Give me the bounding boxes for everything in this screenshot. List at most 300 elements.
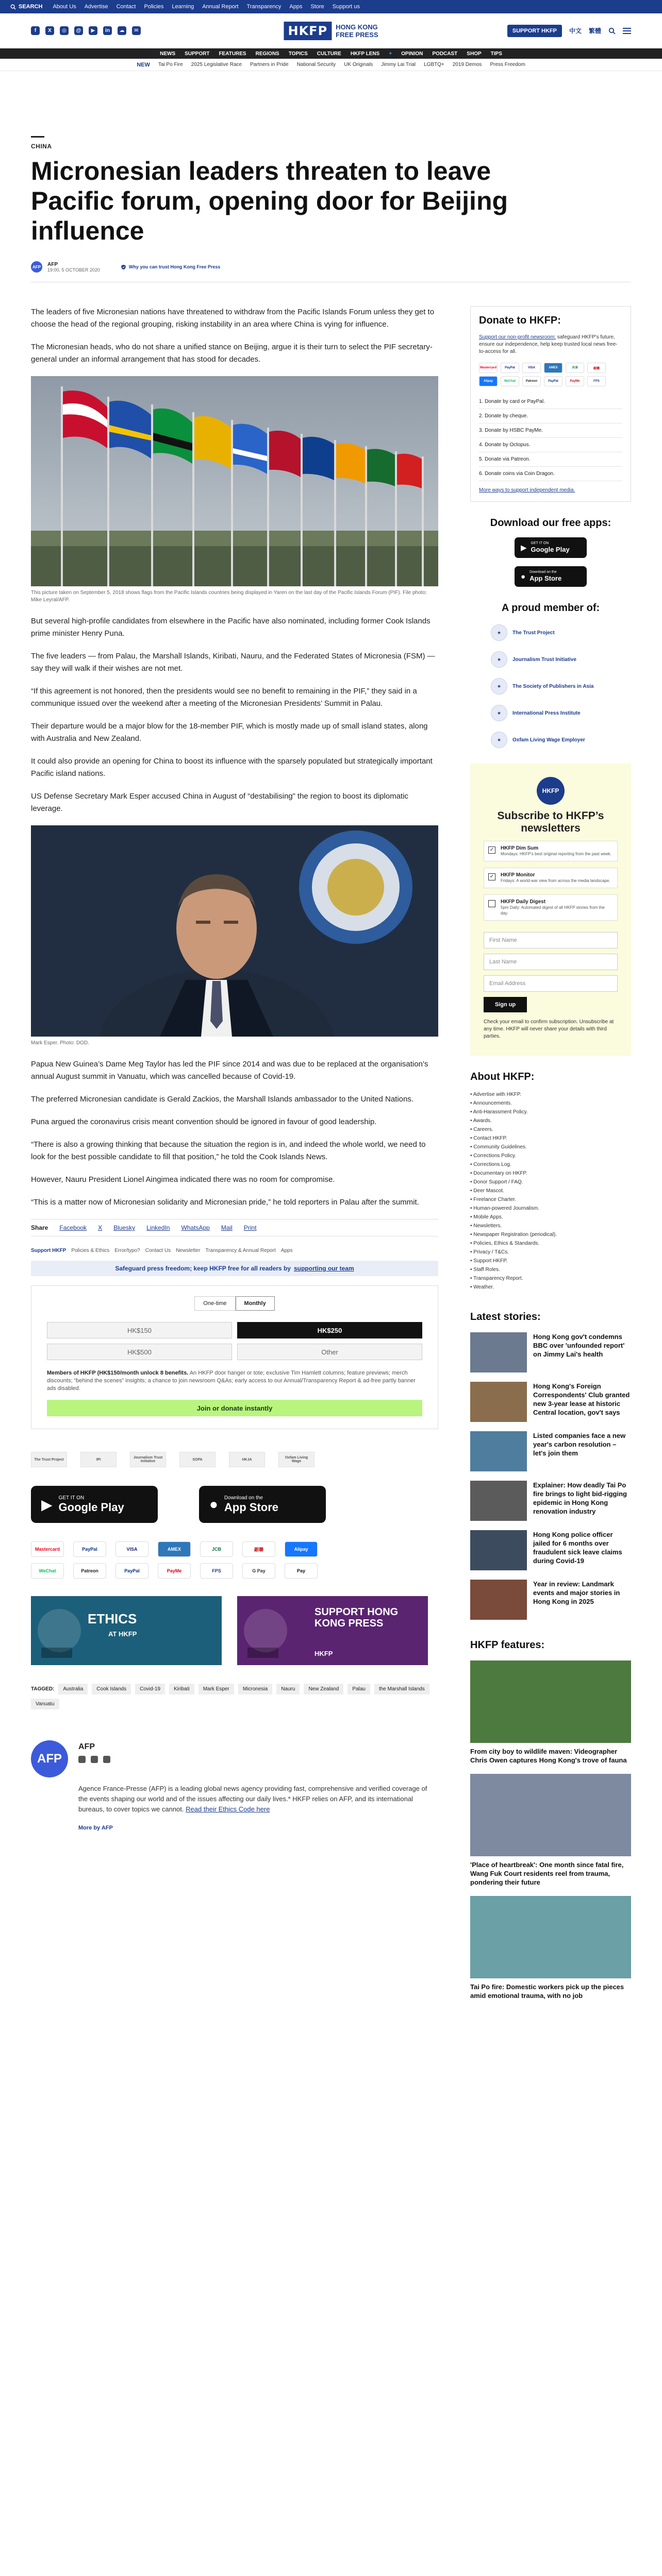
about-link[interactable]: • Anti-Harassment Policy. [470, 1109, 528, 1115]
tag-chip[interactable]: Nauru [276, 1684, 300, 1694]
newsletter-logo: HKFP [537, 777, 565, 805]
trust-link-label: Why you can trust Hong Kong Free Press [128, 264, 221, 269]
payment-logo-small: VISA [522, 363, 541, 373]
payment-icons [479, 363, 622, 386]
x-icon[interactable] [78, 1756, 86, 1763]
footer-link[interactable]: Error/typo? [114, 1248, 140, 1253]
trending-navigation [0, 59, 662, 71]
newsletter-desc: Mondays: HKFP's best original reporting from the past week. [501, 852, 611, 856]
partner-logo[interactable]: The Trust Project [31, 1452, 67, 1467]
feature-headline[interactable]: From city boy to wildlife maven: Videographer Chris Owen captures Hong Kong's trove of fauna [470, 1748, 627, 1764]
email-field[interactable]: Email Address [484, 975, 618, 992]
tag-chip[interactable]: Micronesia [238, 1684, 272, 1694]
payment-logo-small: PayPal [544, 376, 562, 386]
app-store-badges [31, 1486, 438, 1523]
feature-headline[interactable]: 'Place of heartbreak': One month since fatal fire, Wang Fuk Court residents reel from trauma, pondering their future [470, 1861, 624, 1886]
utility-link[interactable]: Store [310, 4, 324, 10]
feature-story[interactable] [470, 1660, 631, 1765]
member-org-logo[interactable] [491, 678, 631, 694]
payment-logo-small: Alipay [479, 376, 498, 386]
author-box [31, 1740, 438, 1831]
nav-item[interactable]: REGIONS [255, 50, 279, 57]
trending-link[interactable]: Tai Po Fire [158, 62, 183, 67]
about-link[interactable]: • Careers. [470, 1127, 493, 1132]
app-store-badge[interactable] [199, 1486, 326, 1523]
utility-link[interactable]: Contact [116, 4, 136, 10]
about-link[interactable]: • Privacy / T&Cs. [470, 1249, 509, 1255]
footer-link[interactable]: Apps [280, 1248, 293, 1253]
logo-line-2: FREE PRESS [336, 30, 378, 39]
site-logo[interactable] [284, 22, 378, 40]
latest-heading: Latest stories: [470, 1311, 541, 1323]
article-paragraph: “If this agreement is not honored, then the presidents would see no benefit to remaining in the PIF,” they said in a communique issued over the weekend after a meeting of the Micronesian Presidents’ Summit in Palau. [31, 687, 417, 708]
share-link[interactable]: Print [243, 1224, 257, 1231]
byline [31, 261, 631, 273]
linkedin-icon[interactable]: in [103, 26, 112, 35]
title-divider [31, 136, 44, 138]
about-link[interactable]: • Contact HKFP. [470, 1136, 507, 1141]
latest-story[interactable] [470, 1382, 631, 1422]
newsletter-name: HKFP Monitor [501, 872, 535, 878]
play-icon: ▶ [521, 544, 527, 552]
newsletter-desc: Fridays: A world-war view from across the media landscape. [501, 878, 610, 883]
promo-title: SUPPORT HONG KONG PRESS [315, 1606, 399, 1629]
author-social-icons [78, 1756, 438, 1763]
search-button[interactable] [10, 4, 42, 10]
newsletter-option[interactable] [484, 841, 618, 861]
payment-logo: Patreon [73, 1563, 106, 1579]
utility-link[interactable]: Policies [144, 4, 164, 10]
feature-story[interactable] [470, 1774, 631, 1887]
tags-label: TAGGED: [31, 1686, 55, 1692]
article-category[interactable]: CHINA [31, 143, 52, 150]
nav-item[interactable]: SUPPORT [185, 50, 210, 57]
threads-icon[interactable]: @ [74, 26, 83, 35]
footer-link[interactable]: Contact Us [145, 1248, 171, 1253]
donate-method-link[interactable]: 1. Donate by card or PayPal. [479, 395, 622, 409]
payment-logo-small: Mastercard [479, 363, 498, 373]
tag-chip[interactable]: Palau [347, 1684, 370, 1694]
shield-check-icon [121, 264, 126, 270]
apple-icon: ● [521, 572, 526, 581]
amount-option[interactable]: HK$150 [47, 1322, 232, 1338]
nav-item[interactable]: FEATURES [219, 50, 246, 57]
article-body [31, 306, 438, 2000]
about-link[interactable]: • Newspaper Registration (periodical). [470, 1232, 557, 1238]
support-hkfp-button[interactable]: SUPPORT HKFP [507, 25, 562, 37]
story-headline[interactable]: Listed companies face a new year's carbon resolution – let's join them [533, 1432, 626, 1457]
tag-chip[interactable]: Australia [58, 1684, 88, 1694]
payment-logo: VISA [115, 1541, 148, 1557]
signup-button[interactable]: Sign up [484, 997, 527, 1012]
payment-logo: Mastercard [31, 1541, 64, 1557]
trending-link[interactable]: Press Freedom [490, 62, 525, 67]
org-name: The Society of Publishers in Asia [512, 683, 594, 689]
story-headline[interactable]: Hong Kong gov't condemns BBC over 'unfounded report' on Jimmy Lai's health [533, 1333, 625, 1358]
press-freedom-banner [31, 1261, 438, 1276]
trending-link[interactable]: National Security [296, 62, 336, 67]
org-mark-icon: ★ [491, 624, 507, 641]
photo-caption: This picture taken on September 5, 2018 shows flags from the Pacific Islands countries being displayed in Yaren on the last day of the Pacific Islands Forum (PIF). File photo: Mike Leyral/AFP. [31, 590, 427, 603]
newsletter-option[interactable] [484, 894, 618, 921]
payment-logo: Pay [285, 1563, 318, 1579]
story-headline[interactable]: Hong Kong police officer jailed for 6 months over fraudulent sick leave claims during Covid-19 [533, 1531, 622, 1565]
latest-story[interactable] [470, 1580, 631, 1620]
payment-logo: PayPal [115, 1563, 148, 1579]
promo-banner[interactable] [31, 1596, 222, 1665]
payment-logo-small: Patreon [522, 376, 541, 386]
nav-item[interactable]: TOPICS [288, 50, 308, 57]
sidebar-donate [470, 306, 631, 502]
bluesky-icon[interactable]: ☁ [118, 26, 126, 35]
donate-method-link[interactable]: 4. Donate by Octopus. [479, 438, 622, 452]
payment-logo: AMEX [158, 1541, 191, 1557]
payment-logo: Alipay [285, 1541, 318, 1557]
about-link[interactable]: • Weather. [470, 1284, 494, 1290]
promo-banner[interactable] [237, 1596, 428, 1665]
support-team-link[interactable]: supporting our team [293, 1265, 354, 1272]
feature-story[interactable] [470, 1896, 631, 2000]
tag-chip[interactable]: Kiribati [169, 1684, 194, 1694]
member-heading: A proud member of: [501, 602, 600, 614]
about-link[interactable]: • Policies, Ethics & Standards. [470, 1241, 540, 1246]
trending-link[interactable]: 2019 Demos [452, 62, 482, 67]
feature-headline[interactable]: Tai Po fire: Domestic workers pick up the pieces amid emotional trauma, with no job [470, 1983, 624, 1999]
nav-item[interactable]: SHOP [467, 50, 482, 57]
amount-option[interactable]: HK$500 [47, 1344, 232, 1360]
payment-methods [31, 1541, 438, 1579]
more-ways-link[interactable]: More ways to support independent media. [479, 487, 575, 493]
member-org-logo[interactable] [491, 705, 631, 721]
utility-link[interactable]: Learning [172, 4, 194, 10]
article-paragraph: The leaders of five Micronesian nations have threatened to withdraw from the Pacific Islands Forum unless they get to choose the head of the regional grouping, risking instability in an area where China is vying for influence. [31, 308, 435, 329]
store-small-text: Download on the [224, 1495, 263, 1501]
about-link[interactable]: • Community Guidelines. [470, 1144, 527, 1150]
trending-link[interactable]: UK Originals [344, 62, 373, 67]
features-block [470, 1639, 631, 2000]
payment-logo: JCB [200, 1541, 233, 1557]
newsletter-desc: 5pm Daily: Automated digest of all HKFP stories from the day. [501, 905, 605, 916]
site-header [0, 13, 662, 48]
article-tags [31, 1684, 438, 1709]
article-paragraph: Puna argued the coronavirus crisis meant convention should be ignored in favour of good leadership. [31, 1117, 377, 1126]
utility-link[interactable]: About Us [53, 4, 76, 10]
newsletter-signup [470, 764, 631, 1056]
about-link[interactable]: • Advertise with HKFP. [470, 1092, 521, 1097]
checkbox[interactable] [488, 900, 495, 907]
amount-option[interactable]: Other [237, 1344, 422, 1360]
youtube-icon[interactable]: ▶ [89, 26, 97, 35]
org-name: Oxfam Living Wage Employer [512, 737, 585, 743]
article-photo-flags[interactable] [31, 376, 438, 586]
partner-logo[interactable]: Oxfam Living Wage [278, 1452, 315, 1467]
newsletter-name: HKFP Daily Digest [501, 899, 546, 905]
newsletter-heading: Subscribe to HKFP’s newsletters [497, 810, 604, 834]
sidebar [470, 306, 631, 2000]
language-switch-traditional[interactable]: 繁體 [588, 27, 601, 35]
newsletter-name: HKFP Dim Sum [501, 845, 539, 851]
share-link[interactable]: Mail [221, 1224, 233, 1231]
nav-item[interactable]: PODCAST [432, 50, 458, 57]
donate-method-link[interactable]: 2. Donate by cheque. [479, 409, 622, 423]
nav-item[interactable]: OPINION [401, 50, 423, 57]
org-name: International Press Institute [512, 710, 581, 716]
store-name: App Store [529, 574, 562, 582]
share-link[interactable]: X [98, 1224, 103, 1231]
newsletter-note: Check your email to confirm subscription. Unsubscribe at any time. HKFP will never share your details with third parties. [484, 1019, 614, 1039]
play-icon: ▶ [41, 1496, 53, 1513]
facebook-icon[interactable]: f [31, 26, 40, 35]
utility-link[interactable]: Apps [289, 4, 303, 10]
newsletter-option[interactable] [484, 868, 618, 888]
share-link[interactable]: Bluesky [113, 1224, 136, 1231]
nav-item[interactable]: NEWS [160, 50, 176, 57]
trending-label: NEW [137, 61, 150, 68]
article-paragraph: But several high-profile candidates from elsewhere in the Pacific have also nominated, including former Cook Islands prime minister Henry Puna. [31, 617, 431, 638]
press-freedom-text: Safeguard press freedom; keep HKFP free for all readers by [115, 1265, 291, 1272]
apple-icon: ● [209, 1496, 218, 1512]
about-link[interactable]: • Freelance Charter. [470, 1197, 517, 1202]
donate-method-link[interactable]: 3. Donate by HSBC PayMe. [479, 423, 622, 438]
article-paragraph: US Defense Secretary Mark Esper accused China in August of “destabilising” the region to boost its diplomatic leverage. [31, 792, 409, 813]
social-links [31, 26, 141, 35]
partner-logo[interactable]: Journalism Trust Initiative [130, 1452, 166, 1467]
nav-item[interactable]: CULTURE [317, 50, 341, 57]
member-org-logo[interactable] [491, 732, 631, 748]
payment-logo-small: FPS [587, 376, 606, 386]
tag-chip[interactable]: New Zealand [304, 1684, 343, 1694]
share-link[interactable]: Facebook [59, 1224, 87, 1231]
about-link[interactable]: • Deer Mascot. [470, 1188, 504, 1194]
member-org-logo[interactable] [491, 651, 631, 668]
about-block [470, 1071, 631, 1292]
payment-logo: G Pay [242, 1563, 275, 1579]
about-link[interactable]: • Documentary on HKFP. [470, 1171, 527, 1176]
article-paragraph: However, Nauru President Lionel Aingimea indicated there was no room for compromise. [31, 1175, 335, 1184]
footer-link[interactable]: Support HKFP [31, 1248, 67, 1253]
first-name-field[interactable]: First Name [484, 932, 618, 948]
article-paragraph: “This is a matter now of Micronesian solidarity and Micronesian pride,” he told reporters in Palau after the summit. [31, 1198, 419, 1207]
search-label: SEARCH [19, 4, 43, 10]
donation-widget [31, 1285, 438, 1429]
article-paragraph: The preferred Micronesian candidate is Gerald Zackios, the Marshall Islands ambassador to the United Nations. [31, 1095, 414, 1104]
apps-heading: Download our free apps: [490, 517, 611, 529]
promo-banners [31, 1596, 438, 1665]
partner-logos [31, 1452, 438, 1467]
ethics-code-link[interactable]: Read their Ethics Code here [186, 1805, 270, 1813]
footer-links [31, 1248, 438, 1253]
trust-link[interactable] [121, 264, 221, 270]
promo-subtitle: AT HKFP [108, 1630, 137, 1638]
about-link[interactable]: • Announcements. [470, 1100, 512, 1106]
payment-logo-small: 銀聯 [587, 363, 606, 373]
frequency-option[interactable]: One-time [194, 1296, 235, 1311]
nav-item[interactable]: TIPS [490, 50, 502, 57]
tag-chip[interactable]: Covid-19 [135, 1684, 165, 1694]
google-play-badge[interactable] [31, 1486, 158, 1523]
app-store-badge[interactable] [515, 566, 587, 587]
top-utility-bar [0, 0, 662, 13]
story-headline[interactable]: Year in review: Landmark events and major stories in Hong Kong in 2025 [533, 1580, 620, 1605]
nonprofit-link[interactable]: Support our non-profit newsroom: [479, 334, 556, 340]
tag-chip[interactable]: Cook Islands [92, 1684, 131, 1694]
about-link[interactable]: • Support HKFP. [470, 1258, 508, 1264]
footer-link[interactable]: Transparency & Annual Report [205, 1248, 276, 1253]
latest-story[interactable] [470, 1332, 631, 1372]
org-mark-icon: ★ [491, 732, 507, 748]
flags-illustration [31, 376, 438, 586]
feature-image[interactable] [470, 1774, 631, 1856]
search-icon[interactable] [608, 27, 616, 35]
author-box-name[interactable]: AFP [78, 1742, 95, 1751]
amount-option[interactable]: HK$250 [237, 1322, 422, 1338]
utility-link[interactable]: Transparency [246, 4, 282, 10]
join-donate-button[interactable]: Join or donate instantly [47, 1400, 422, 1416]
article-paragraph: The Micronesian heads, who do not share a unified stance on Beijing, argue it is their turn to select the PIF secretary-general under an informal arrangement that has stood for decades. [31, 343, 433, 364]
article-paragraph: The five leaders — from Palau, the Marshall Islands, Kiribati, Nauru, and the Federated States of Micronesia (FSM) — say they will walk if their wishes are not met. [31, 652, 435, 673]
trending-link[interactable]: LGBTQ+ [423, 62, 444, 67]
about-link[interactable]: • Donor Support / FAQ. [470, 1179, 523, 1185]
frequency-option[interactable]: Monthly [236, 1296, 275, 1311]
trending-link[interactable]: Jimmy Lai Trial [381, 62, 416, 67]
feature-image[interactable] [470, 1660, 631, 1743]
membership-block [470, 602, 631, 748]
latest-story[interactable] [470, 1481, 631, 1521]
story-thumbnail[interactable] [470, 1580, 527, 1620]
share-link[interactable]: LinkedIn [146, 1224, 170, 1231]
share-link[interactable]: WhatsApp [181, 1224, 210, 1231]
payment-logo-small: JCB [566, 363, 584, 373]
website-icon[interactable] [103, 1756, 110, 1763]
promo-title: ETHICS [88, 1611, 137, 1626]
utility-link[interactable]: Support us [332, 4, 360, 10]
publish-date: 19:00, 5 OCTOBER 2020 [47, 267, 100, 273]
donate-method-list [479, 395, 622, 481]
tag-chip[interactable]: Vanuatu [31, 1699, 59, 1709]
nav-item[interactable]: + [389, 50, 392, 57]
payment-logo-small: PayMe [566, 376, 584, 386]
feature-image[interactable] [470, 1896, 631, 1978]
story-headline[interactable]: Explainer: How deadly Tai Po fire brings to light bid-rigging epidemic in Hong Kong renovation industry [533, 1481, 627, 1515]
tag-chip[interactable]: Mark Esper [198, 1684, 234, 1694]
utility-links [53, 4, 360, 10]
x-icon[interactable]: X [45, 26, 54, 35]
partner-logo[interactable]: SOPA [179, 1452, 216, 1467]
membership-info [47, 1369, 422, 1393]
story-thumbnail[interactable] [470, 1382, 527, 1422]
latest-story[interactable] [470, 1530, 631, 1570]
story-thumbnail[interactable] [470, 1431, 527, 1471]
latest-story[interactable] [470, 1431, 631, 1471]
store-small-text: Download on the [529, 570, 557, 574]
author-name[interactable]: AFP [47, 261, 58, 267]
org-name: Journalism Trust Initiative [512, 656, 576, 663]
membership-title: Members of HKFP (HK$150/month unlock 8 benefits. [47, 1370, 189, 1376]
instagram-icon[interactable]: ◎ [60, 26, 69, 35]
story-thumbnail[interactable] [470, 1481, 527, 1521]
checkbox[interactable]: ✓ [488, 846, 495, 854]
donate-intro: safeguard HKFP's future, ensure our independence, help keep trusted local news free-to-access for all. [479, 334, 618, 354]
membership-text: An HKFP door hanger or tote; exclusive Tim Hamlett columns; feature previews; merch discounts; “behind the scenes” insights; a chance to join newsroom Q&As; early access to our Annual/Transparency Report & ad-free partly banner ads disabled. [47, 1370, 416, 1392]
story-thumbnail[interactable] [470, 1332, 527, 1372]
last-name-field[interactable]: Last Name [484, 954, 618, 970]
features-heading: HKFP features: [470, 1639, 545, 1651]
member-org-logo[interactable] [491, 624, 631, 641]
language-switch-chinese[interactable]: 中文 [569, 27, 582, 35]
about-link[interactable]: • Mobile Apps. [470, 1214, 503, 1220]
partner-logo[interactable]: HKJA [229, 1452, 265, 1467]
about-link[interactable]: • Human-powered Journalism. [470, 1206, 540, 1211]
checkbox[interactable]: ✓ [488, 873, 495, 880]
partner-logo[interactable]: IPI [80, 1452, 117, 1467]
store-name: Google Play [531, 546, 570, 553]
about-link[interactable]: • Newsletters. [470, 1223, 502, 1229]
trending-link[interactable]: 2025 Legislative Race [191, 62, 242, 67]
payment-logo-small: WeChat [501, 376, 519, 386]
utility-link[interactable]: Advertise [84, 4, 108, 10]
share-bar [31, 1219, 438, 1236]
store-name: Google Play [58, 1500, 124, 1514]
author-bio: Agence France-Presse (AFP) is a leading global news agency providing fast, comprehensive and verified coverage of the events shaping our world and of the issues affecting our daily lives.* HKFP relies on AFP, and its international bureaus, to cover topics we cannot. [78, 1785, 427, 1813]
trending-link[interactable]: Partners in Pride [250, 62, 289, 67]
about-link[interactable]: • Transparency Report. [470, 1276, 523, 1281]
store-name: App Store [224, 1500, 279, 1514]
donate-heading: Donate to HKFP: [479, 315, 561, 326]
donate-method-link[interactable]: 5. Donate via Patreon. [479, 452, 622, 467]
logo-line-1: HONG KONG [336, 23, 378, 31]
org-mark-icon: ★ [491, 651, 507, 668]
store-small-text: GET IT ON [531, 541, 549, 545]
main-navigation [0, 48, 662, 59]
store-small-text: GET IT ON [58, 1495, 85, 1501]
nav-item[interactable]: HKFP LENS [350, 50, 380, 57]
payment-logo-small: AMEX [544, 363, 562, 373]
mail-icon[interactable]: ✉ [132, 26, 141, 35]
share-link: Share [31, 1224, 48, 1231]
about-link[interactable]: • Awards. [470, 1118, 492, 1124]
payment-logo: 銀聯 [242, 1541, 275, 1557]
google-play-badge[interactable] [515, 537, 587, 558]
footer-link[interactable]: Newsletter [176, 1248, 201, 1253]
portrait-illustration [31, 825, 438, 1037]
facebook-icon[interactable] [91, 1756, 98, 1763]
story-thumbnail[interactable] [470, 1530, 527, 1570]
menu-icon[interactable] [623, 27, 631, 35]
about-link[interactable]: • Corrections Log. [470, 1162, 511, 1167]
about-link[interactable]: • Corrections Policy. [470, 1153, 516, 1159]
article-paragraph: Papua New Guinea’s Dame Meg Taylor has led the PIF since 2014 and was due to be replaced at the organisation’s annual August summit in Vanuatu, which was cancelled because of Covid-19. [31, 1060, 428, 1081]
payment-logo: FPS [200, 1563, 233, 1579]
utility-link[interactable]: Annual Report [202, 4, 239, 10]
author-avatar-large[interactable]: AFP [31, 1740, 68, 1777]
more-by-author-link[interactable]: More by AFP [78, 1825, 113, 1831]
footer-link[interactable]: Policies & Ethics [71, 1248, 110, 1253]
article-photo-esper[interactable] [31, 825, 438, 1037]
latest-stories [470, 1311, 631, 1620]
donate-method-link[interactable]: 6. Donate coins via Coin Dragon. [479, 467, 622, 481]
tag-chip[interactable]: the Marshall Islands [374, 1684, 429, 1694]
article-paragraph: “There is also a growing thinking that because the situation the region is in, and indeed the whole world, we need to look for the best possible candidate to fill that position,” he told the Cook Islands News. [31, 1140, 426, 1161]
payment-logo: WeChat [31, 1563, 64, 1579]
story-headline[interactable]: Hong Kong's Foreign Correspondents' Club granted new 3-year lease at historic Central location, gov't says [533, 1382, 630, 1416]
org-name: The Trust Project [512, 630, 555, 636]
about-heading: About HKFP: [470, 1071, 535, 1082]
payment-logo-small: PayPal [501, 363, 519, 373]
article-paragraph: It could also provide an opening for China to boost its influence with the sparsely populated but strategically important Pacific island nations. [31, 757, 433, 778]
author-avatar[interactable]: AFP [31, 261, 42, 273]
photo-caption: Mark Esper. Photo: DOD. [31, 1040, 89, 1046]
about-link[interactable]: • Staff Roles. [470, 1267, 500, 1273]
